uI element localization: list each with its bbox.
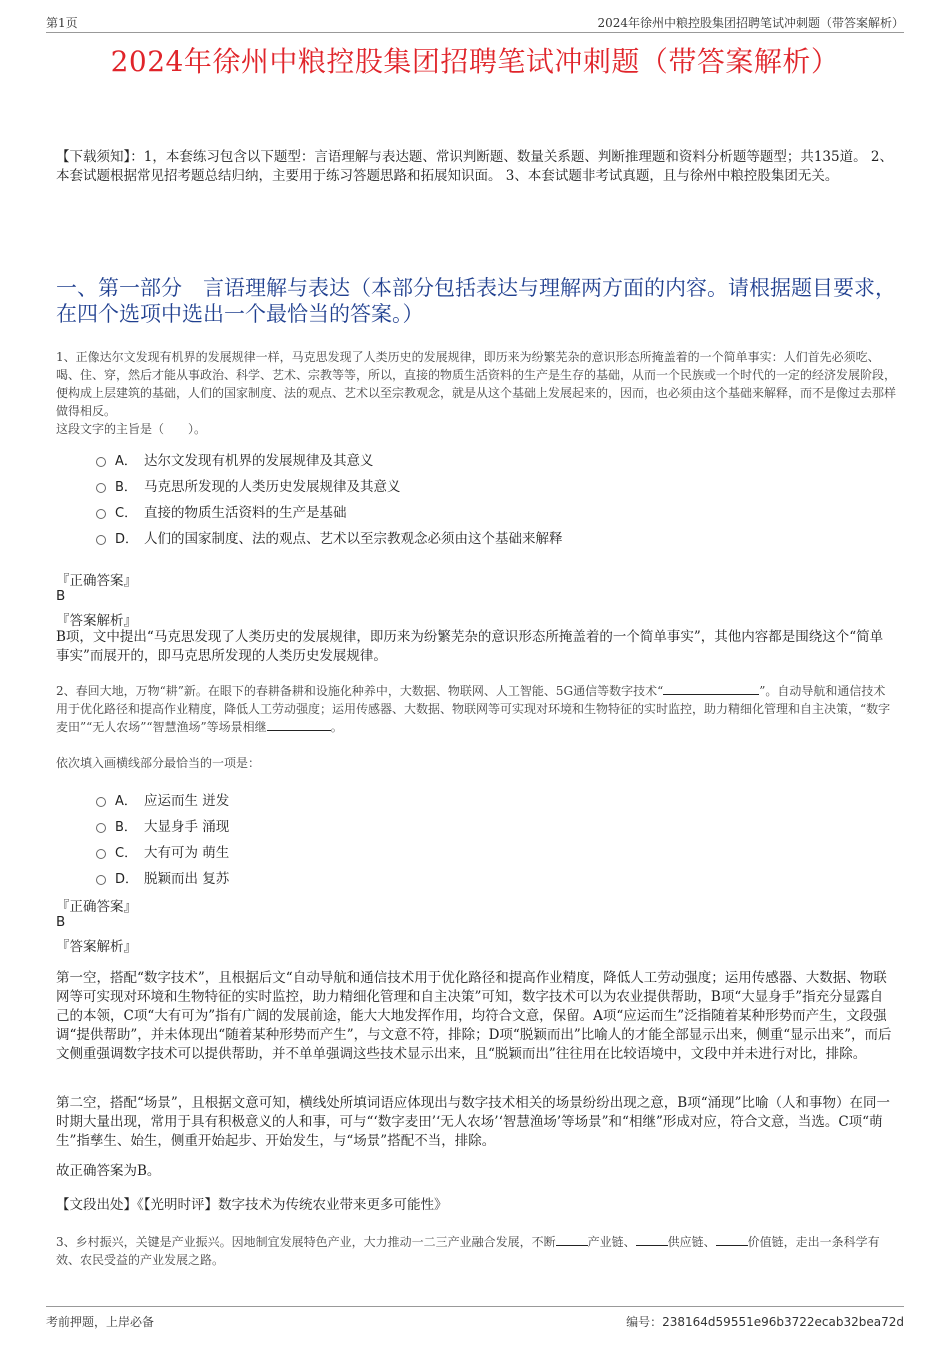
analysis-label: 『答案解析』 bbox=[56, 613, 137, 629]
source-citation: 【文段出处】《【光明时评】数字技术为传统农业带来更多可能性》 bbox=[56, 1197, 448, 1213]
fill-blank[interactable] bbox=[663, 682, 759, 695]
running-footer bbox=[46, 1306, 904, 1329]
question-2-prompt: 依次填入画横线部分最恰当的一项是： bbox=[56, 756, 261, 770]
question-3: 3、乡村振兴，关键是产业振兴。因地制宜发展特色产业，大力推动一二三产业融合发展，不断 产业链、 供应链、 价值链，走出一条科学有效、农民受益的产业发展之路。 bbox=[56, 1235, 880, 1267]
option-c[interactable]: C． 直接的物质生活资料的生产是基础 bbox=[96, 498, 796, 524]
answer-label: 『正确答案』 bbox=[56, 573, 137, 589]
radio-icon[interactable] bbox=[96, 849, 106, 859]
option-d[interactable]: D． 脱颖而出 复苏 bbox=[96, 864, 796, 890]
radio-icon[interactable] bbox=[96, 457, 106, 467]
option-text: 应运而生 迸发 bbox=[144, 793, 230, 809]
answer-value: B bbox=[56, 914, 66, 930]
option-text: 人们的国家制度、法的观点、艺术以至宗教观念必须由这个基础来解释 bbox=[144, 531, 563, 547]
radio-icon[interactable] bbox=[96, 509, 106, 519]
document-title: 2024年徐州中粮控股集团招聘笔试冲刺题（带答案解析） bbox=[110, 45, 840, 78]
header-title: 2024年徐州中粮控股集团招聘笔试冲刺题（带答案解析） bbox=[597, 16, 904, 30]
option-b[interactable]: B． 大显身手 涌现 bbox=[96, 812, 796, 838]
section-heading: 一、第一部分 言语理解与表达（本部分包括表达与理解两方面的内容。请根据题目要求，在四个选项中选出一个最恰当的答案。） bbox=[56, 276, 896, 326]
question-1-stem: 1、正像达尔文发现有机界的发展规律一样，马克思发现了人类历史的发展规律，即历来为纷繁芜杂的意识形态所掩盖着的一个简单事实：人们首先必须吃、喝、住、穿，然后才能从事政治、科学、艺术、宗教等等，所以，直接的物质生活资料的生产是生存的基础，从而一个民族或一个时代的一定的经济发展阶段，便构成上层建筑的基础，人们的国家制度、法的观点、艺术以至宗教观念，就是从这个基础上发展起来的，因而，也必须由这个基础来解释，而不是像过去那样做得相反。 bbox=[56, 350, 897, 418]
option-text: 直接的物质生活资料的生产是基础 bbox=[144, 505, 347, 521]
fill-blank[interactable] bbox=[556, 1233, 588, 1246]
analysis-text: B项，文中提出“马克思发现了人类历史的发展规律，即历来为纷繁芜杂的意识形态所掩盖着的一个简单事实”，其他内容都是围绕这个“简单事实”而展开的，即马克思所发现的人类历史发展规律。 bbox=[56, 629, 884, 664]
download-notice: 【下载须知】：1，本套练习包含以下题型：言语理解与表达题、常识判断题、数量关系题、判断推理题和资料分析题等题型；共135道。 2、本套试题根据常见招考题总结归纳，主要用于练习答题思路和拓展知识面。 3、本套试题非考试真题，且与徐州中粮控股集团无关。 bbox=[56, 149, 893, 184]
option-a[interactable]: A． 应运而生 迸发 bbox=[96, 786, 796, 812]
fill-blank[interactable] bbox=[636, 1233, 668, 1246]
fill-blank[interactable] bbox=[716, 1233, 748, 1246]
option-c[interactable]: C． 大有可为 萌生 bbox=[96, 838, 796, 864]
running-header bbox=[46, 12, 904, 33]
option-text: 大有可为 萌生 bbox=[144, 845, 230, 861]
option-text: 脱颖而出 复苏 bbox=[144, 871, 230, 887]
conclusion: 故正确答案为B。 bbox=[56, 1163, 161, 1179]
analysis-paragraph-1: 第一空，搭配“数字技术”，且根据后文“自动导航和通信技术用于优化路径和提高作业精度，降低人工劳动强度；运用传感器、大数据、物联网等可实现对环境和生物特征的实时监控，助力精细化管理和自主决策”可知，数字技术可以为农业提供帮助，B项“大显身手”指充分显露自己的本领，C项“大有可为”指有广阔的发展前途，能大大地发挥作用，均符合文意，保留。A项“应运而生”泛指随着某种形势而产生，文段强调“提供帮助”，并未体现出“随着某种形势而产生”，与文意不符，排除；D项“脱颖而出”比喻人的才能全部显示出来，侧重“显示出来”，而后文侧重强调数字技术可以提供帮助，并不单单强调这些技术显示出来，且“脱颖而出”往往用在比较语境中，文段中并未进行对比，排除。 bbox=[56, 970, 892, 1062]
radio-icon[interactable] bbox=[96, 797, 106, 807]
answer-value: B bbox=[56, 588, 66, 604]
radio-icon[interactable] bbox=[96, 535, 106, 545]
radio-icon[interactable] bbox=[96, 823, 106, 833]
question-2-options bbox=[96, 786, 796, 890]
option-a[interactable]: A． 达尔文发现有机界的发展规律及其意义 bbox=[96, 446, 796, 472]
page-number: 第1页 bbox=[46, 16, 78, 30]
option-text: 大显身手 涌现 bbox=[144, 819, 230, 835]
question-1-options bbox=[96, 446, 796, 550]
fill-blank[interactable] bbox=[267, 718, 331, 731]
footer-code: 编号：238164d59551e96b3722ecab32bea72d bbox=[626, 1315, 904, 1329]
option-b[interactable]: B． 马克思所发现的人类历史发展规律及其意义 bbox=[96, 472, 796, 498]
question-2: 2、春回大地，万物“耕”新。在眼下的春耕备耕和设施化种养中，大数据、物联网、人工智能、5G通信等数字技术“ ”。自动导航和通信技术用于优化路径和提高作业精度，降低人工劳动强度；运用传感器、大数据、物联网等可实现对环境和生物特征的实时监控，助力精细化管理和自主决策，“数字麦田”“无人农场”“智慧渔场”等场景相继 。 bbox=[56, 684, 891, 734]
footer-slogan: 考前押题，上岸必备 bbox=[46, 1315, 155, 1329]
question-1 bbox=[56, 348, 896, 438]
question-1-prompt: 这段文字的主旨是（ ）。 bbox=[56, 422, 207, 436]
answer-label: 『正确答案』 bbox=[56, 899, 137, 915]
radio-icon[interactable] bbox=[96, 483, 106, 493]
radio-icon[interactable] bbox=[96, 875, 106, 885]
analysis-label: 『答案解析』 bbox=[56, 939, 137, 955]
option-text: 达尔文发现有机界的发展规律及其意义 bbox=[144, 453, 374, 469]
analysis-paragraph-2: 第二空，搭配“场景”，且根据文意可知，横线处所填词语应体现出与数字技术相关的场景纷纷出现之意，B项“涌现”比喻（人和事物）在同一时期大量出现，常用于具有积极意义的人和事，可与“‘数字麦田’‘无人农场’‘智慧渔场’等场景”和“相继”形成对应，符合文意，当选。C项“萌生”指孳生、始生，侧重开始起步、开始发生，与“场景”搭配不当，排除。 bbox=[56, 1095, 891, 1149]
option-d[interactable]: D． 人们的国家制度、法的观点、艺术以至宗教观念必须由这个基础来解释 bbox=[96, 524, 796, 550]
option-text: 马克思所发现的人类历史发展规律及其意义 bbox=[144, 479, 401, 495]
